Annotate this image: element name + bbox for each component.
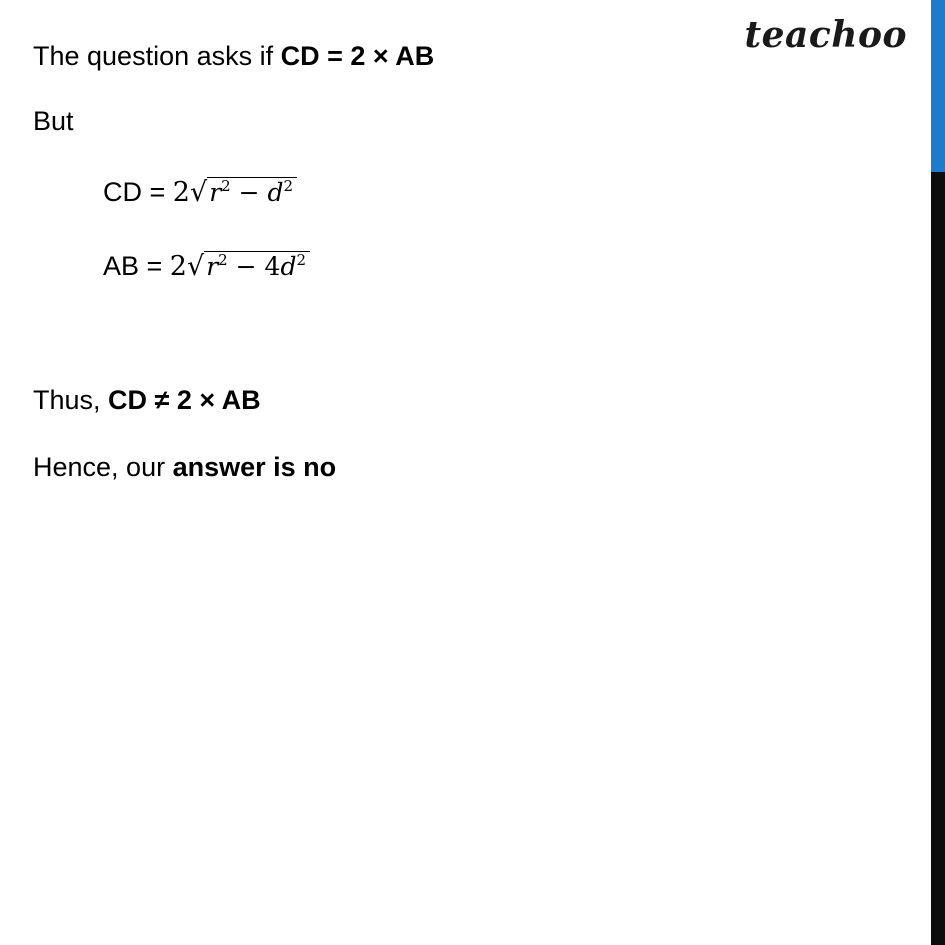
ab-equation <box>103 250 310 283</box>
question-prefix: The question asks if <box>33 41 281 71</box>
ab-label: AB = <box>103 251 170 281</box>
hence-prefix: Hence, our <box>33 452 173 482</box>
thus-bold: CD ≠ 2 × AB <box>108 385 261 415</box>
thus-prefix: Thus, <box>33 385 109 415</box>
square-root-symbol: √ <box>189 177 208 208</box>
cd-equation <box>103 176 297 209</box>
question-bold: CD = 2 × AB <box>280 41 435 71</box>
hence-line <box>33 451 336 483</box>
question-line <box>33 40 434 72</box>
square-root-symbol: √ <box>186 251 205 282</box>
side-bar-accent <box>931 0 945 172</box>
cd-radicand: $r^2 - d^2$ <box>207 177 297 207</box>
cd-label: CD = <box>103 177 173 207</box>
ab-radicand: $r^2 - 4d^2$ <box>204 251 310 281</box>
but-line: But <box>33 106 74 136</box>
teachoo-logo: teachoo <box>744 14 907 56</box>
thus-line <box>33 384 261 416</box>
ab-coefficient: 2 <box>169 251 187 282</box>
cd-coefficient: 2 <box>172 177 190 208</box>
hence-bold: answer is no <box>172 452 337 482</box>
